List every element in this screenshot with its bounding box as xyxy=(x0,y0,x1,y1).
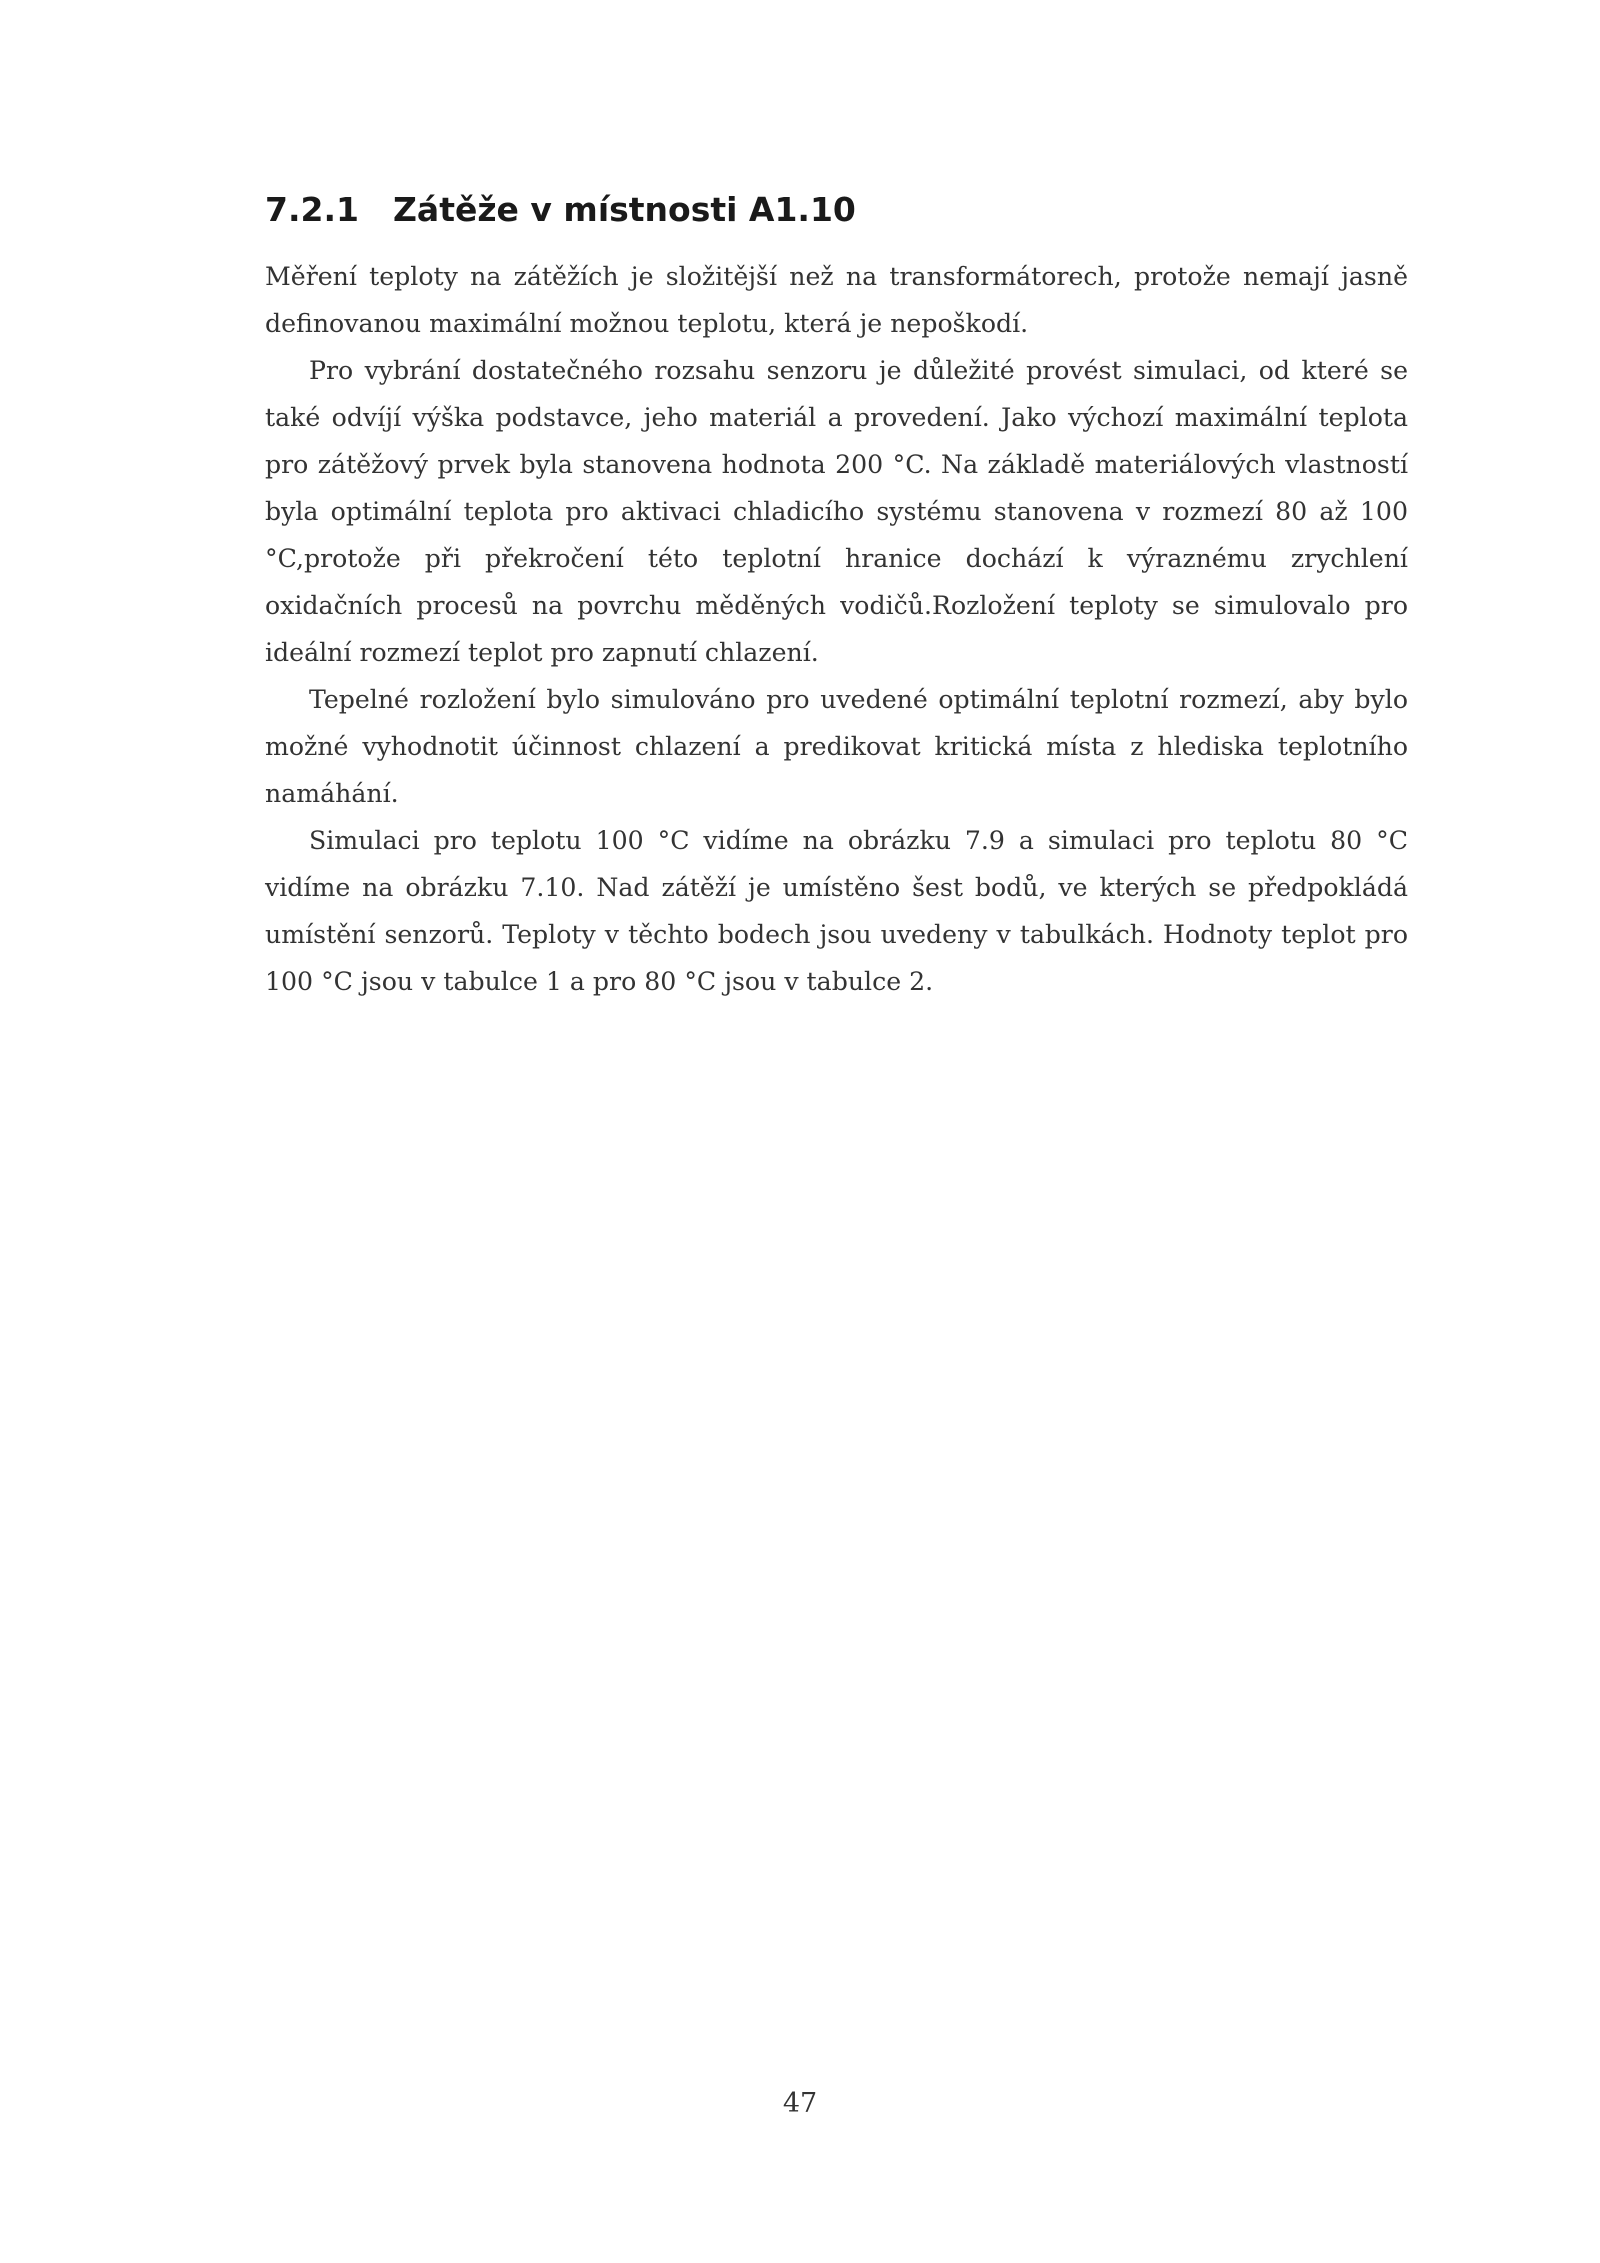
page-number: 47 xyxy=(782,2088,818,2119)
section-title: Zátěže v místnosti A1.10 xyxy=(393,190,856,229)
body-text xyxy=(265,253,1408,1005)
paragraph-sensor-range: Pro vybrání dostatečného rozsahu senzoru je důležité provést simulaci, od které se také odvíjí výška podstavce, jeho materiál a provedení. Jako výchozí maximální teplota pro zátěžový prvek byla stanovena hodnota 200 °C. Na základě materiálových vlastností byla optimální teplota pro aktivaci chladicího systému stanovena v rozmezí 80 až 100 °C,protože při překročení této teplotní hranice dochází k výraznému zrychlení oxidačních procesů na povrchu měděných vodičů.Rozložení teploty se simulovalo pro ideální rozmezí teplot pro zapnutí chlazení. xyxy=(265,356,1408,667)
paragraph-thermal-distribution: Tepelné rozložení bylo simulováno pro uvedené optimální teplotní rozmezí, aby bylo možné vyhodnotit účinnost chlazení a predikovat kritická místa z hlediska teplotního namáhání. xyxy=(265,685,1408,808)
paragraph-intro: Měření teploty na zátěžích je složitější než na transformátorech, protože nemají jasně definovanou maximální možnou teplotu, která je nepoškodí. xyxy=(265,262,1408,338)
paragraph-simulation-figures: Simulaci pro teplotu 100 °C vidíme na obrázku 7.9 a simulaci pro teplotu 80 °C vidíme na obrázku 7.10. Nad zátěží je umístěno šest bodů, ve kterých se předpokládá umístění senzorů. Teploty v těchto bodech jsou uvedeny v tabulkách. Hodnoty teplot pro 100 °C jsou v tabulce 1 a pro 80 °C jsou v tabulce 2. xyxy=(265,826,1408,996)
section-number: 7.2.1 xyxy=(265,190,359,229)
section-heading xyxy=(265,180,1405,240)
